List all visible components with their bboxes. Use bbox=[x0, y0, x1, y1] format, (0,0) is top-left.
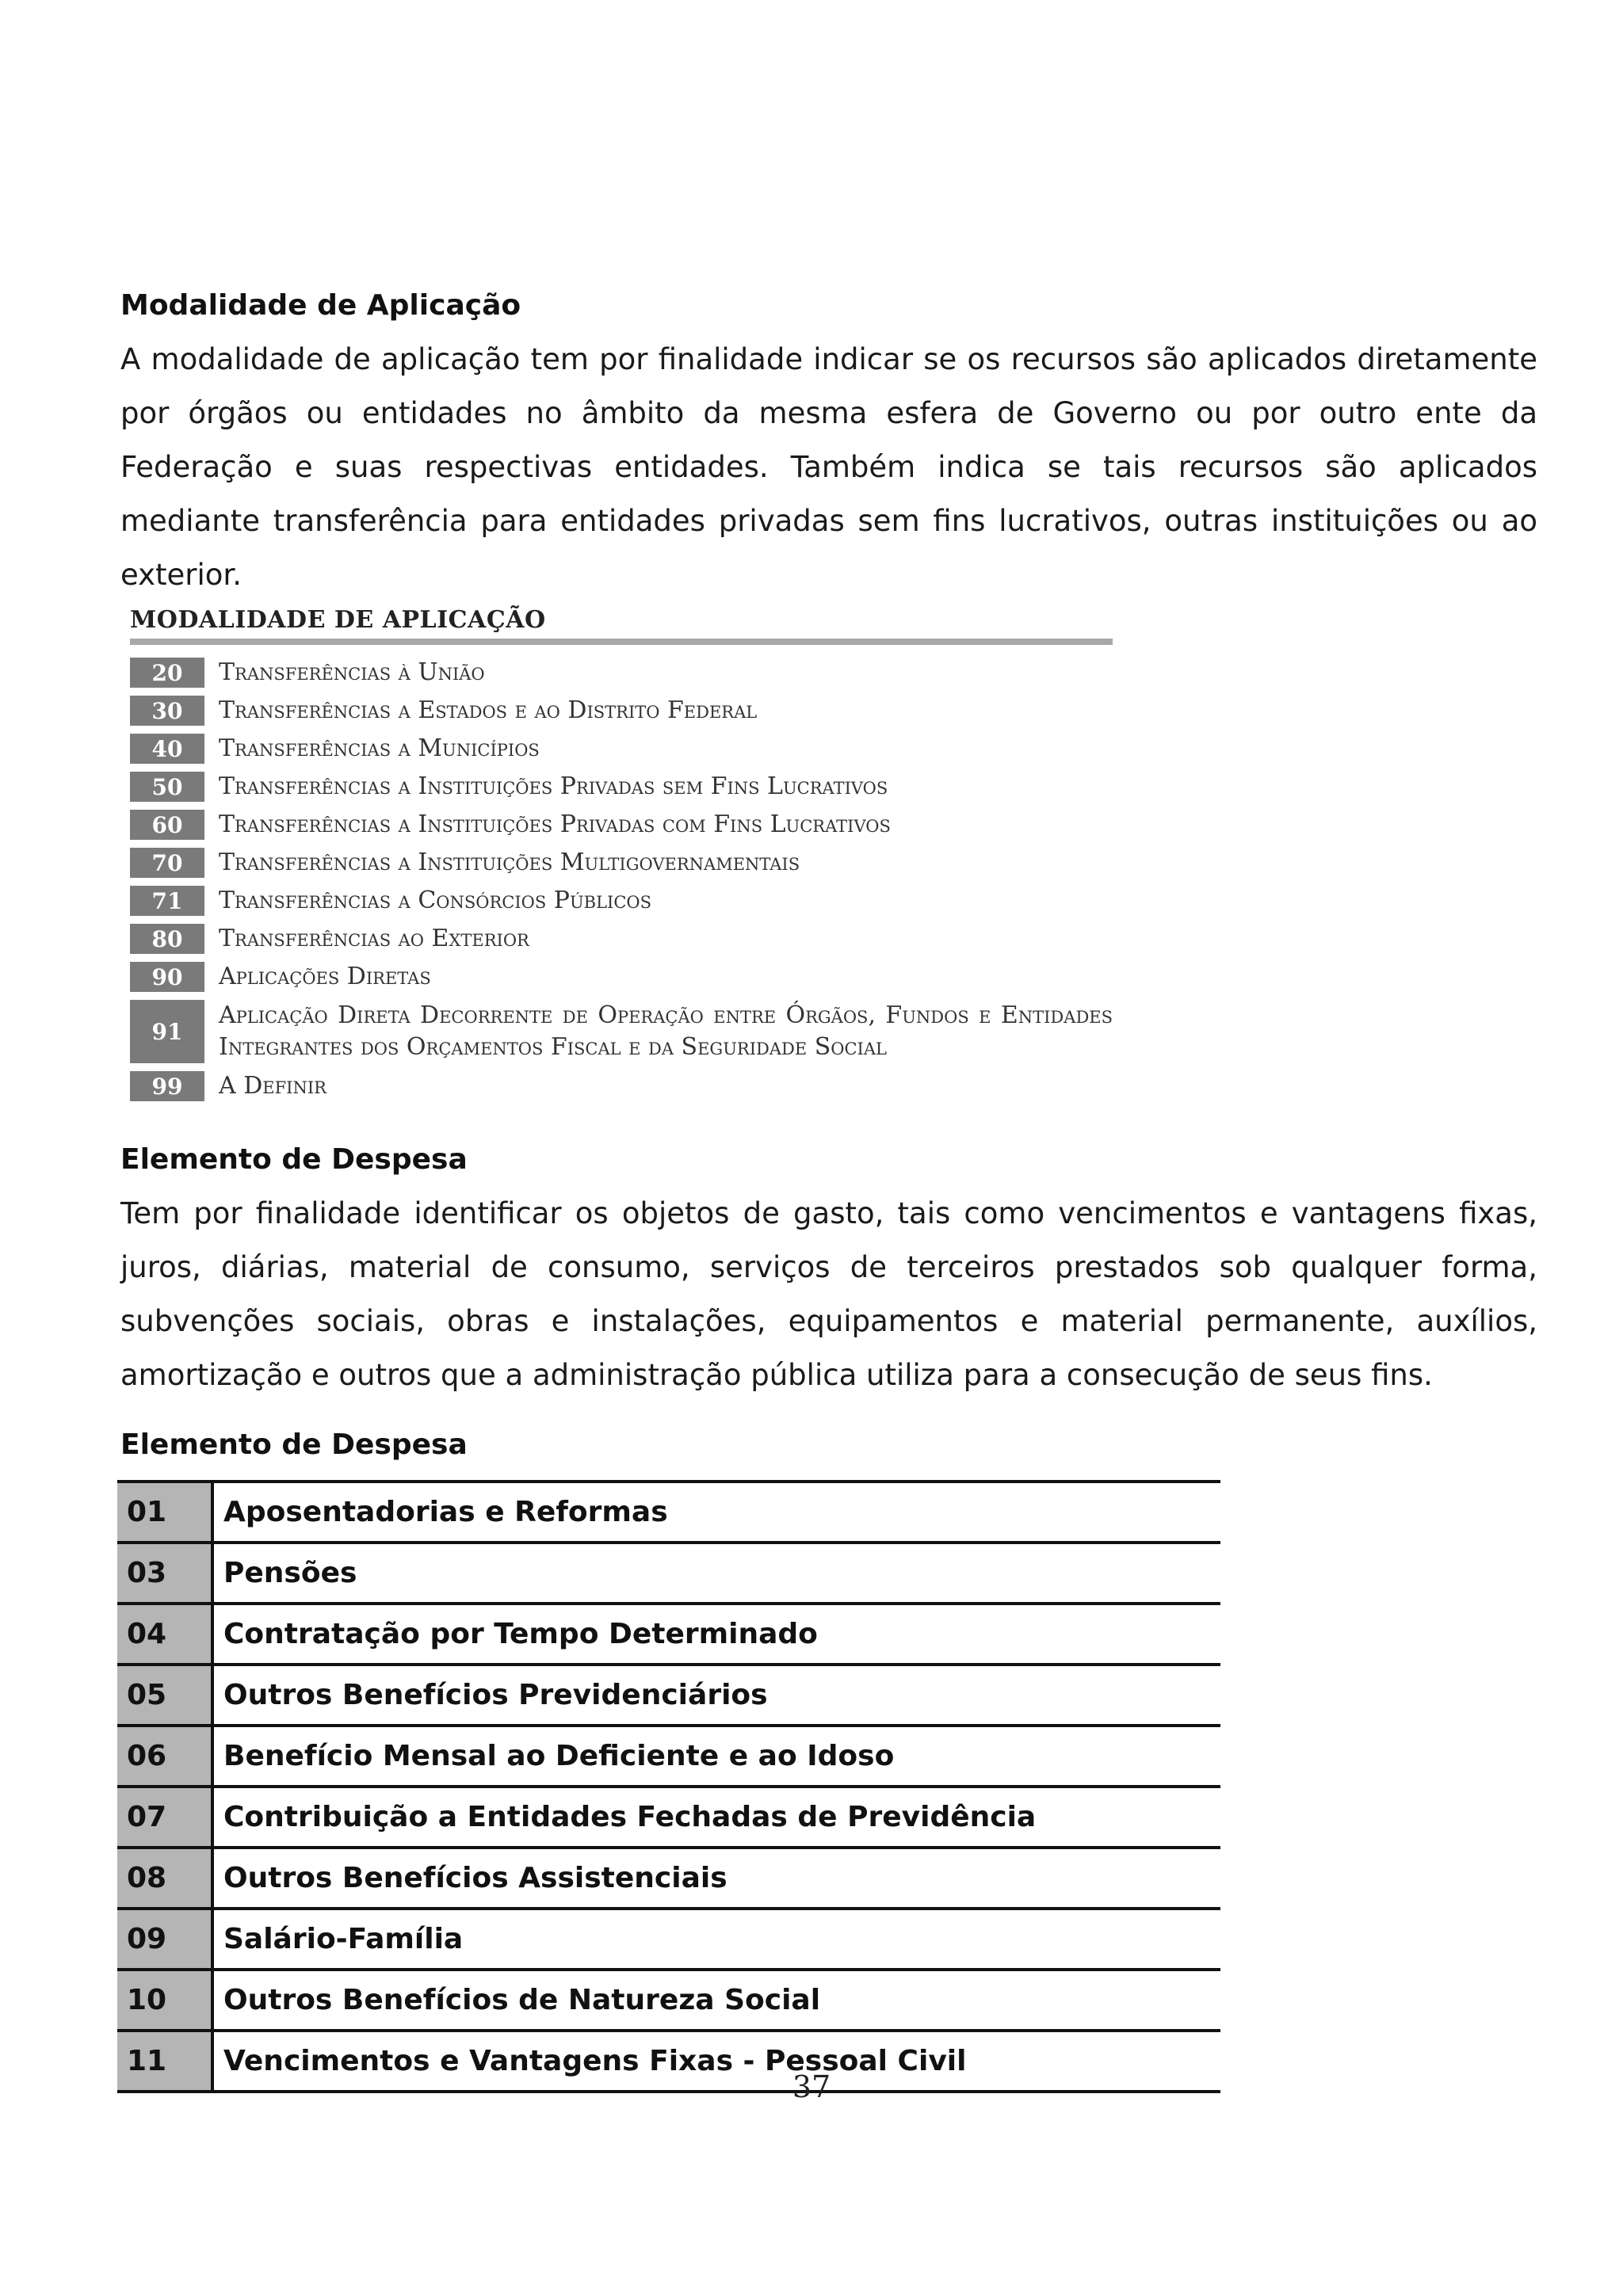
table-row bbox=[117, 1666, 1220, 1727]
elemento-code: 03 bbox=[117, 1544, 214, 1602]
table-row bbox=[117, 1910, 1220, 1971]
elemento-name: Salário-Família bbox=[223, 1923, 464, 1955]
modalidade-row bbox=[130, 734, 1113, 764]
elemento-code: 04 bbox=[117, 1605, 214, 1663]
page-number: 37 bbox=[792, 2069, 831, 2104]
elemento-name: Contratação por Tempo Determinado bbox=[223, 1618, 818, 1650]
elemento-name: Contribuição a Entidades Fechadas de Previdência bbox=[223, 1801, 1037, 1833]
elemento-table-heading: Elemento de Despesa bbox=[120, 1428, 468, 1461]
paragraph-modalidade: A modalidade de aplicação tem por finalidade indicar se os recursos são aplicados diretamente por órgãos ou entidades no âmbito da mesma esfera de Governo ou por outro ente da Federação e suas respectivas entidades. Também indica se tais recursos são aplicados mediante transferência para entidades privadas sem fins lucrativos, outras instituições ou ao exterior. bbox=[120, 342, 1537, 592]
modalidade-row bbox=[130, 696, 1113, 726]
elemento-name: Outros Benefícios Assistenciais bbox=[223, 1862, 727, 1894]
elemento-code: 01 bbox=[117, 1483, 214, 1541]
elemento-code: 11 bbox=[117, 2032, 214, 2090]
modalidade-code: 70 bbox=[130, 848, 204, 878]
modalidade-row bbox=[130, 962, 1113, 992]
modalidade-code: 30 bbox=[130, 696, 204, 726]
modalidade-table bbox=[130, 605, 1113, 1109]
table-row bbox=[117, 1849, 1220, 1910]
elemento-name: Aposentadorias e Reformas bbox=[223, 1496, 668, 1528]
modalidade-label: A Definir bbox=[219, 1072, 327, 1100]
elemento-name: Vencimentos e Vantagens Fixas - Pessoal Civil bbox=[223, 2045, 967, 2077]
paragraph-elemento: Tem por finalidade identificar os objetos de gasto, tais como vencimentos e vantagens fixas, juros, diárias, material de consumo, serviços de terceiros prestados sob qualquer forma, subvenções sociais, obras e instalações, equipamentos e material permanente, auxílios, amortização e outros que a administração pública utiliza para a consecução de seus fins. bbox=[120, 1196, 1537, 1392]
elemento-name: Benefício Mensal ao Deficiente e ao Idoso bbox=[223, 1740, 895, 1772]
modalidade-label: Aplicação Direta Decorrente de Operação entre Órgãos, Fundos e Entidades Integrantes dos Orçamentos Fiscal e da Seguridade Social bbox=[219, 1001, 1113, 1061]
elemento-code: 06 bbox=[117, 1727, 214, 1785]
modalidade-label: Transferências a Consórcios Públicos bbox=[219, 887, 652, 914]
modalidade-row bbox=[130, 658, 1113, 688]
modalidade-label: Transferências a Instituições Multigovernamentais bbox=[219, 849, 800, 876]
elemento-name: Pensões bbox=[223, 1557, 357, 1589]
elemento-name: Outros Benefícios de Natureza Social bbox=[223, 1984, 821, 2016]
table-row bbox=[117, 1727, 1220, 1788]
modalidade-code: 80 bbox=[130, 924, 204, 954]
modalidade-code: 90 bbox=[130, 962, 204, 992]
modalidade-title-rule bbox=[130, 639, 1113, 645]
modalidade-row bbox=[130, 886, 1113, 916]
table-row bbox=[117, 1788, 1220, 1849]
modalidade-row bbox=[130, 810, 1113, 840]
table-row bbox=[117, 1971, 1220, 2032]
modalidade-label: Transferências ao Exterior bbox=[219, 925, 529, 952]
modalidade-table-title: MODALIDADE DE APLICAÇÃO bbox=[130, 606, 546, 634]
elemento-code: 05 bbox=[117, 1666, 214, 1724]
modalidade-code: 99 bbox=[130, 1071, 204, 1101]
table-row bbox=[117, 1605, 1220, 1666]
modalidade-row bbox=[130, 924, 1113, 954]
section-heading-modalidade: Modalidade de Aplicação bbox=[120, 289, 521, 322]
modalidade-code: 20 bbox=[130, 658, 204, 688]
modalidade-code: 60 bbox=[130, 810, 204, 840]
modalidade-code: 71 bbox=[130, 886, 204, 916]
elemento-code: 08 bbox=[117, 1849, 214, 1907]
modalidade-label: Transferências a Instituições Privadas com Fins Lucrativos bbox=[219, 810, 891, 838]
elemento-code: 07 bbox=[117, 1788, 214, 1846]
modalidade-label: Aplicações Diretas bbox=[219, 963, 431, 990]
modalidade-label: Transferências a Instituições Privadas sem Fins Lucrativos bbox=[219, 772, 888, 800]
modalidade-code: 50 bbox=[130, 772, 204, 802]
table-row bbox=[117, 1544, 1220, 1605]
modalidade-label: Transferências à União bbox=[219, 658, 485, 686]
modalidade-row bbox=[130, 848, 1113, 878]
table-row bbox=[117, 1483, 1220, 1544]
modalidade-code: 91 bbox=[130, 1000, 204, 1063]
elemento-code: 09 bbox=[117, 1910, 214, 1968]
modalidade-row bbox=[130, 1000, 1113, 1063]
modalidade-label: Transferências a Estados e ao Distrito Federal bbox=[219, 696, 758, 724]
elemento-code: 10 bbox=[117, 1971, 214, 2029]
elemento-table bbox=[117, 1480, 1220, 2093]
modalidade-row bbox=[130, 772, 1113, 802]
modalidade-code: 40 bbox=[130, 734, 204, 764]
modalidade-label: Transferências a Municípios bbox=[219, 734, 540, 762]
section-heading-elemento: Elemento de Despesa bbox=[120, 1143, 468, 1176]
modalidade-row bbox=[130, 1071, 1113, 1101]
elemento-name: Outros Benefícios Previdenciários bbox=[223, 1679, 768, 1711]
